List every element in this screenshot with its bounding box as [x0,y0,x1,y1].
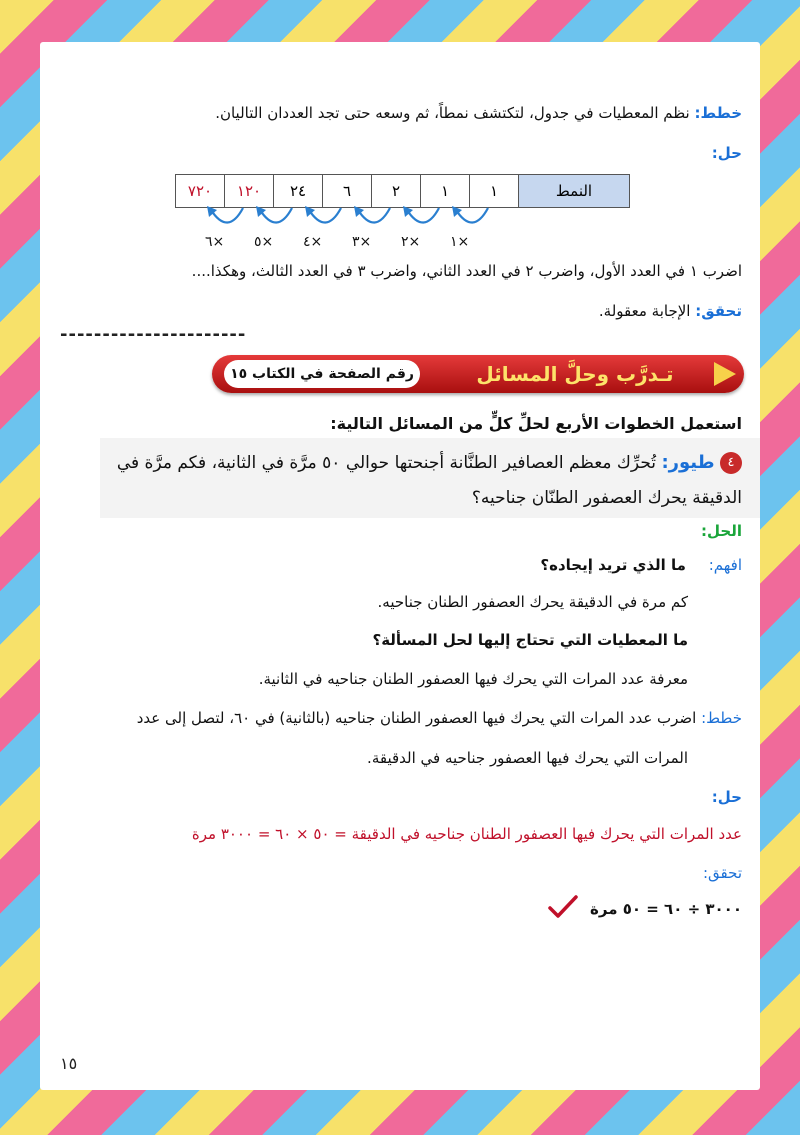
understand-question-1: ما الذي تريد إيجاده؟ [540,556,686,574]
solve-label: حل: [711,788,742,806]
instruction: استعمل الخطوات الأربع لحلِّ كلٍّ من المسائل التالية: [330,414,742,433]
understand-question-2: ما المعطيات التي تحتاج إليها لحل المسألة؟ [372,631,688,649]
understand-answer-1: كم مرة في الدقيقة يحرك العصفور الطنان جناحيه. [377,593,688,611]
multiplier: ×٣ [352,234,372,250]
check-line-1 [58,302,742,320]
plan-label: خطط: [701,709,742,727]
plan-text: نظم المعطيات في جدول، لتكتشف نمطاً، ثم وسعه حتى تجد العددان التاليان. [215,104,690,122]
solve-label: حل: [711,144,742,162]
pattern-table [175,174,630,208]
pattern-explanation: اضرب ١ في العدد الأول، واضرب ٢ في العدد الثاني، واضرب ٣ في العدد الثالث، وهكذا.... [191,262,742,280]
plan-line-1 [58,104,742,122]
page [40,42,760,1090]
understand-line [58,556,742,574]
multiplier: ×١ [450,234,470,250]
multiplier: ×٢ [401,234,421,250]
pattern-cell: ٢٤ [274,175,323,208]
check-label: تحقق: [702,864,742,882]
pattern-cell: ١ [470,175,519,208]
checkmark-icon [548,895,578,919]
solution-label: الحل: [701,522,742,540]
check-label: تحقق: [695,302,742,320]
plan-line-2 [58,709,742,727]
practice-banner [212,355,744,393]
pattern-cell: ١ [421,175,470,208]
question-line-2: الدقيقة يحرك العصفور الطنّان جناحيه؟ [471,488,742,508]
plan-text: اضرب عدد المرات التي يحرك فيها العصفور الطنان جناحيه (بالثانية) في ٦٠، لتصل إلى عدد [136,709,697,727]
dashed-divider: ---------------------- [60,324,247,345]
check-equation: ٣٠٠٠ ÷ ٦٠ = ٥٠ مرة [590,900,742,918]
understand-answer-2: معرفة عدد المرات التي يحرك فيها العصفور الطنان جناحيه في الثانية. [258,670,688,688]
book-page-ref: رقم الصفحة في الكتاب ١٥ [224,360,420,388]
multiplier: ×٥ [254,234,274,250]
question-number: ٤ [720,452,742,474]
pattern-cell: ٦ [323,175,372,208]
banner-title: تـدرَّب وحلَّ المسائل [476,362,674,386]
pattern-header: النمط [519,175,630,208]
question-text: تُحرِّك معظم العصافير الطنَّانة أجنحتها حوالي ٥٠ مرَّة في الثانية، فكم مرَّة في [116,453,657,473]
plan-text-line-2: المرات التي يحرك فيها العصفور جناحيه في الدقيقة. [367,749,688,767]
pattern-cell-new: ١٢٠ [225,175,274,208]
multiplier: ×٦ [205,234,225,250]
pattern-cell: ٢ [372,175,421,208]
pattern-cell-new: ٧٢٠ [176,175,225,208]
plan-label: خطط: [694,104,742,122]
question-topic: طيور: [661,452,715,473]
understand-label: افهم: [708,556,742,574]
check-text: الإجابة معقولة. [598,302,691,320]
solution-equation: عدد المرات التي يحرك فيها العصفور الطنان جناحيه في الدقيقة = ٥٠ × ٦٠ = ٣٠٠٠ مرة [191,825,742,843]
page-number: ١٥ [60,1054,78,1073]
question-line-1 [58,452,742,474]
multiplier: ×٤ [303,234,323,250]
arrow-icon [714,362,736,386]
